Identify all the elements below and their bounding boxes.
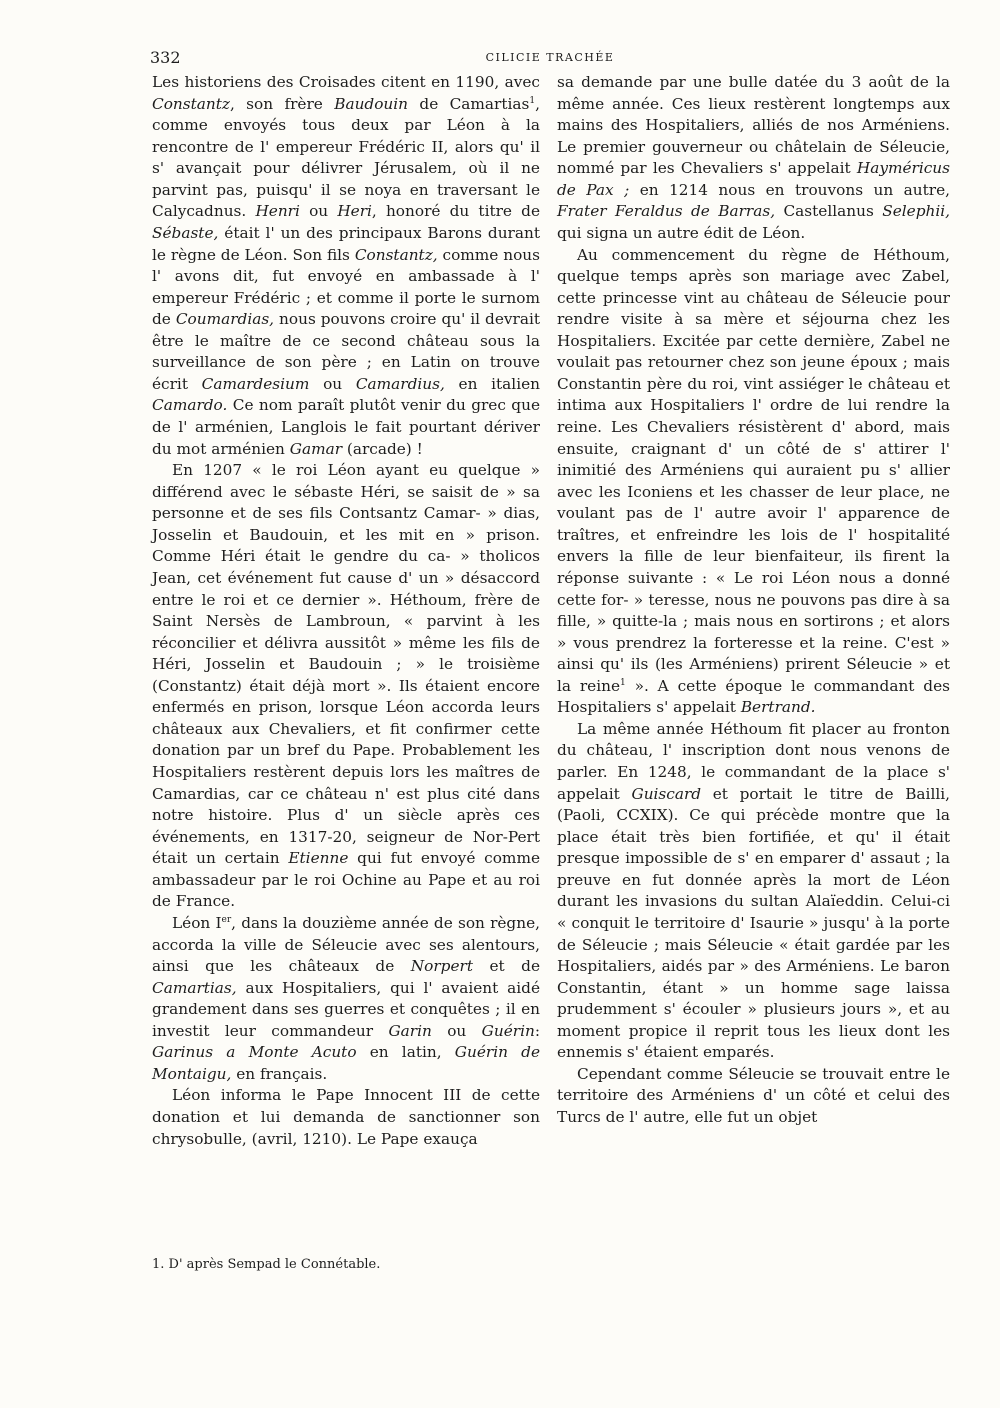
paragraph: Cependant comme Séleucie se trouvait entre le territoire des Arméniens d' un côté et celui des Turcs de l' autre, elle fut un objet [557, 1064, 950, 1126]
paragraph: En 1207 « le roi Léon ayant eu quelque » différend avec le sébaste Héri, se saisit de » sa personne et de ses fils Contsantz Camar- » dias, Josselin et Baudouin, et les mit en » prison. Comme Héri était le gendre du ca- » tholicos Jean, cet événement fut cause d' un » désaccord entre le roi et ce dernier ». Héthoum, frère de Saint Nersès de Lambroun, « parvint à les réconcilier et délivra aussitôt » même les fils de Héri, Josselin et Baudouin ; » le troisième (Constantz) était déjà mort ». Ils étaient encore enfermés en prison, lorsque Léon accorda leurs châteaux aux Chevaliers, et fit confirmer cette donation par un bref du Pape. Probablement les Hospitaliers restèrent depuis lors les maîtres de Camardias, car ce château n' est plus cité dans notre histoire. Plus d' un siècle après ces événements, en 1317-20, seigneur de Nor-Pert était un certain Etienne qui fut envoyé comme ambassadeur par le roi Ochine au Pape et au roi de France. [152, 461, 540, 911]
footnote-ref: 1 [529, 95, 536, 106]
paragraph: sa demande par une bulle datée du 3 août de la même année. Ces lieux restèrent longtemps aux mains des Hospitaliers, alliés de nos Arméniens. Le premier gouverneur ou châtelain de Séleucie, nommé par les Chevaliers s' appelait Hayméricus de Pax ; en 1214 nous en trouvons un autre, Frater Feraldus de Barras, Castellanus Selephii, qui signa un autre édit de Léon. [557, 73, 950, 242]
page-header [150, 48, 950, 72]
running-head: CILICIE TRACHÉE [485, 51, 615, 64]
left-column [152, 72, 540, 1150]
paragraph: Léon informa le Pape Innocent III de cette donation et lui demanda de sanctionner son chrysobulle, (avril, 1210). Le Pape exauça [152, 1086, 540, 1148]
paragraph: Au commencement du règne de Héthoum, quelque temps après son mariage avec Zabel, cette princesse vint au château de Séleucie pour rendre visite à sa mère et séjourna chez les Hospitaliers. Excitée par cette dernière, Zabel ne voulait pas retourner chez son jeune époux ; mais Constantin père du roi, vint assiéger le château et intima aux Hospitaliers l' ordre de lui rendre la reine. Les Chevaliers résistèrent d' abord, mais ensuite, craignant d' un côté de s' attirer l' inimitié des Arméniens qui auraient pu s' allier avec les Iconiens et les chasser de leur place, ne voulant pas de l' autre avoir l' apparence de traîtres, et enfreindre les lois de l' hospitalité envers la fille de leur bienfaiteur, ils firent la réponse suivante : « Le roi Léon nous a donné cette for- » teresse, nous ne pouvons pas dire à sa fille, » quitte-la ; mais nous en sortirons ; et alors » vous prendrez la forteresse et la reine. C'est » ainsi qu' ils (les Arméniens) prirent Séleucie » et la reine$^1$ ». A cette époque le commandant des Hospitaliers s' appelait Bertrand. [557, 245, 950, 717]
paragraph: La même année Héthoum fit placer au fronton du château, l' inscription dont nous venons de parler. En 1248, le commandant de la place s' appelait Guiscard et portait le titre de Bailli, (Paoli, CCXIX). Ce qui précède montre que la place était très bien fortifiée, et qu' il était presque impossible de s' en emparer d' assaut ; la preuve en fut donnée après la mort de Léon durant les invasions du sultan Alaïeddin. Celui-ci « conquit le territoire d' Isaurie » jusqu' à la porte de Séleucie ; mais Séleucie « était gardée par les Hospitaliers, aidés par » des Arméniens. Le baron Constantin, étant » un homme sage laissa prudemment s' écouler » plusieurs jours », et au moment propice il reprit tous les lieux dont les ennemis s' étaient emparés. [557, 719, 950, 1062]
right-column [557, 72, 950, 1129]
paragraph: Léon Ier, dans la douzième année de son règne, accorda la ville de Séleucie avec ses alentours, ainsi que les châteaux de Norpert et de Camartias, aux Hospitaliers, qui l' avaient aidé grandement dans ses guerres et conquêtes ; il en investit leur commandeur Garin ou Guérin: Garinus a Monte Acuto en latin, Guérin de Montaigu, en français. [152, 913, 540, 1083]
page-number: 332 [150, 48, 181, 67]
footnote-ref: 1 [620, 677, 626, 688]
footnote: 1. D' après Sempad le Connétable. [152, 1257, 381, 1272]
paragraph: Les historiens des Croisades citent en 1190, avec Constantz, son frère Baudouin de Camartias$^1$, comme envoyés tous deux par Léon à la rencontre de l' empereur Frédéric II, alors qu' il s' avançait pour délivrer Jérusalem, où il ne parvint pas, puisqu' il se noya en traversant le Calycadnus. Henri ou Heri, honoré du titre de Sébaste, était l' un des principaux Barons durant le règne de Léon. Son fils Constantz, comme nous l' avons dit, fut envoyé en ambassade à l' empereur Frédéric ; et comme il porte le surnom de Coumardias, nous pouvons croire qu' il devrait être le maître de ce second château sous la surveillance de son père ; en Latin on trouve écrit Camardesium ou Camardius, en italien Camardo. Ce nom paraît plutôt venir du grec que de l' arménien, Langlois le fait pourtant dériver du mot arménien Gamar (arcade) ! [152, 73, 541, 458]
